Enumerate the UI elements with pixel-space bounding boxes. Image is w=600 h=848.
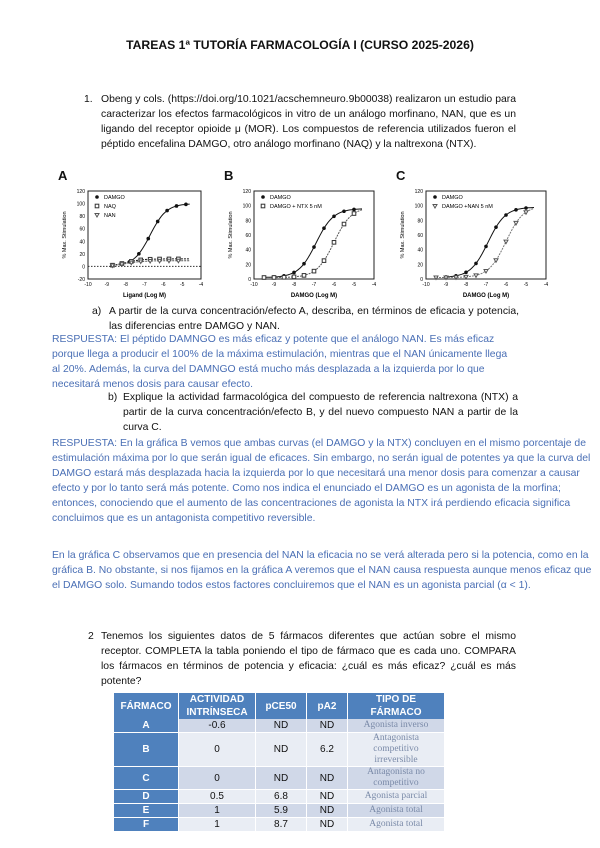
y-tick-label: 60 [417, 233, 423, 239]
x-tick-label: -10 [250, 282, 258, 288]
y-tick-label: 100 [242, 203, 251, 210]
y-tick-label: 0 [248, 277, 251, 283]
table-header-row [114, 693, 445, 719]
data-point [158, 259, 162, 263]
figure-label: C [396, 168, 406, 183]
y-axis-label: % Max. Stimulation [400, 211, 406, 259]
intrinsic-activity-cell: 0 [179, 733, 256, 767]
data-point [464, 275, 468, 279]
intrinsic-activity-cell: 1 [179, 818, 256, 832]
x-axis-label: Ligand (Log M) [123, 293, 166, 299]
x-tick-label: -9 [271, 282, 277, 288]
drug-cell: C [114, 767, 179, 790]
data-point [312, 245, 316, 249]
x-tick-label: -8 [291, 282, 297, 288]
x-tick-label: -4 [198, 282, 204, 288]
pce50-cell: 8.7 [256, 818, 307, 832]
data-point [332, 215, 336, 219]
data-point [494, 225, 498, 229]
x-tick-label: -10 [84, 282, 92, 288]
fit-curve [446, 208, 534, 278]
y-axis-label: % Max. Stimulation [62, 211, 68, 259]
drug-cell: A [114, 719, 179, 733]
col-pa2: pA2 [307, 693, 348, 719]
data-point [302, 274, 306, 278]
y-tick-label: 0 [82, 264, 85, 271]
data-point [137, 252, 141, 256]
x-tick-label: -8 [123, 282, 128, 288]
data-point [282, 276, 286, 280]
figure-a [58, 168, 206, 301]
x-axis-label: DAMGO (Log M) [290, 293, 338, 299]
dose-response-plot [58, 183, 206, 301]
data-point [292, 275, 296, 279]
y-tick-label: 120 [414, 189, 423, 195]
legend-entry: DAMGO [442, 195, 463, 201]
data-point [524, 206, 528, 210]
drug-type-cell: Antagonista no competitivo [348, 767, 445, 790]
question-2-text: Tenemos los siguientes datos de 5 fármacos diferentes que actúan sobre el mismo receptor. COMPLETA la tabla poniendo el tipo de fármaco que es cada uno. COMPARA los fármacos en términos de potencia y eficacia: ¿cuál es más eficaz? ¿cuál es más potente? [101, 631, 516, 687]
y-tick-label: 60 [79, 226, 85, 233]
x-tick-label: -5 [523, 282, 529, 288]
x-tick-label: -5 [351, 282, 357, 288]
figure-c [396, 168, 551, 301]
figure-label: A [58, 168, 68, 183]
legend-marker [95, 214, 99, 218]
data-point [184, 203, 188, 207]
dose-response-plot [224, 183, 379, 301]
drug-type-cell: Agonista parcial [348, 790, 445, 804]
y-tick-label: 80 [245, 218, 251, 225]
pa2-cell: ND [307, 790, 348, 804]
table-row [114, 719, 445, 733]
data-point [504, 213, 508, 217]
legend-entry: DAMGO + NTX 5 nM [270, 204, 322, 210]
data-point [484, 270, 488, 274]
col-pce50: pCE50 [256, 693, 307, 719]
drug-cell: E [114, 804, 179, 818]
intrinsic-activity-cell: 1 [179, 804, 256, 818]
data-point [146, 237, 150, 241]
y-tick-label: 100 [76, 201, 85, 208]
pce50-cell: 6.8 [256, 790, 307, 804]
drug-cell: B [114, 733, 179, 767]
x-tick-label: -5 [179, 282, 185, 288]
y-tick-label: 20 [79, 251, 85, 258]
x-tick-label: -9 [443, 282, 449, 288]
data-point [262, 276, 266, 280]
y-axis-label: % Max. Stimulation [228, 211, 234, 259]
data-point [474, 262, 478, 266]
question-1-number: 1. [84, 94, 93, 105]
intrinsic-activity-cell: 0 [179, 767, 256, 790]
pa2-cell: ND [307, 818, 348, 832]
drug-type-cell: Agonista total [348, 804, 445, 818]
dose-response-plot [396, 183, 551, 301]
table-row [114, 790, 445, 804]
y-tick-label: 120 [76, 189, 85, 195]
data-point [474, 274, 478, 278]
answer-a: RESPUESTA: El péptido DAMNGO es más eficaz y potente que el análogo NAN. Es más eficaz porque llega a producir el 100% de la máxima estimulación, mientras que el NAN únicamente llega al 20%. Además, la curva del DAMNGO está mucho más desplazada a la izquierda por lo que necesitará menos dosis para causar efecto. [52, 334, 508, 390]
table-row [114, 733, 445, 767]
answer-b-part-1: RESPUESTA: En la gráfica B vemos que ambas curvas (el DAMGO y la NTX) concluyen en el mismo porcentaje de estimulación máxima por lo que serán igual de eficaces. Sin embargo, no serán igual de potentes ya que la curva del DAMGO estará más desplazada hacia la izquierda por lo que necesitará una menor dosis para comenzar a causar efecto y por lo tanto será más potente. Como nos indica el enunciado el DAMGO es un agonista de la morfina; entonces, conociendo que el aumento de las concentraciones de agonista la NTX irá perdiendo eficacia significa concluimos que es un antagonista competitivo reversible. [52, 438, 591, 524]
data-point [342, 209, 346, 213]
table-row [114, 804, 445, 818]
legend-marker [95, 204, 99, 208]
x-tick-label: -6 [331, 282, 337, 288]
data-point [504, 240, 508, 244]
y-tick-label: 80 [417, 218, 423, 225]
figure-b [224, 168, 379, 301]
pce50-cell: ND [256, 767, 307, 790]
answer-b-part-2: En la gráfica C observamos que en presencia del NAN la eficacia no se verá alterada pero si la potencia, como en la gráfica B. No obstante, si nos fijamos en la gráfica A veremos que el NAN causa respuesta aunque menos eficaz que el DAMGO solo. Sumando todos estos factores concluiremos que el NAN es un agonista parcial (α < 1). [52, 550, 592, 591]
legend-entry: NAQ [104, 204, 116, 210]
x-tick-label: -6 [503, 282, 509, 288]
fit-curve [264, 210, 362, 278]
legend-marker [261, 195, 265, 199]
drug-type-cell: Agonista total [348, 818, 445, 832]
data-point [302, 262, 306, 266]
data-point [312, 269, 316, 273]
data-point [342, 222, 346, 226]
x-tick-label: -4 [543, 282, 549, 288]
x-axis-label: DAMGO (Log M) [462, 293, 510, 299]
data-point [156, 220, 160, 224]
figure-label: B [224, 168, 234, 183]
question-b-text: Explique la actividad farmacológica del compuesto de referencia naltrexona (NTX) a partir de la curva concentración/efecto B, y del nuevo compuesto NAN a partir de la curva C. [123, 392, 518, 433]
legend-marker [261, 204, 265, 208]
data-point [464, 271, 468, 275]
table-row [114, 767, 445, 790]
legend-entry: NAN [104, 213, 116, 219]
data-point [514, 208, 518, 212]
intrinsic-activity-cell: 0.5 [179, 790, 256, 804]
col-tipo: TIPO DE FÁRMACO [348, 693, 445, 719]
question-b-label: b) [108, 392, 118, 403]
question-a-text: A partir de la curva concentración/efecto A, describa, en términos de eficacia y potencia, las diferencias entre DAMGO y NAN. [109, 306, 519, 332]
legend-marker [95, 195, 99, 199]
legend-marker [433, 205, 437, 209]
pce50-cell: ND [256, 733, 307, 767]
y-tick-label: 80 [79, 214, 85, 221]
intrinsic-activity-cell: -0.6 [179, 719, 256, 733]
col-actividad: ACTIVIDAD INTRÍNSECA [179, 693, 256, 719]
pce50-cell: 5.9 [256, 804, 307, 818]
data-point [352, 212, 356, 216]
x-tick-label: -4 [371, 282, 377, 288]
data-point [165, 209, 169, 213]
data-point [332, 241, 336, 245]
x-tick-label: -6 [161, 282, 166, 288]
pa2-cell: ND [307, 767, 348, 790]
table-row [114, 818, 445, 832]
question-a-label: a) [92, 306, 102, 317]
fit-curve [264, 209, 362, 278]
y-tick-label: 100 [414, 203, 423, 210]
y-tick-label: 40 [245, 247, 251, 254]
data-point [139, 260, 143, 264]
drug-cell: F [114, 818, 179, 832]
legend-entry: DAMGO [104, 195, 125, 201]
fit-curve [436, 208, 534, 277]
data-point [148, 260, 152, 264]
x-tick-label: -9 [104, 282, 110, 288]
data-point [167, 259, 171, 263]
y-tick-label: 40 [417, 247, 423, 254]
page-title: TAREAS 1ª TUTORÍA FARMACOLOGÍA I (CURSO 2025-2026) [126, 38, 474, 52]
x-tick-label: -10 [422, 282, 430, 288]
question-1-text: Obeng y cols. (https://doi.org/10.1021/acschemneuro.9b00038) realizaron un estudio para caracterizar los efectos farmacológicos in vitro de un análogo morfinano, NAN, que es un ligando del receptor opioide μ (MOR). Los compuestos de referencia utilizados fueron el péptido encefalina DAMGO, otro análogo morfinano (NAQ) y la naltrexona (NTX). [101, 94, 516, 150]
pce50-cell: ND [256, 719, 307, 733]
x-tick-label: -7 [142, 282, 147, 288]
pa2-cell: 6.2 [307, 733, 348, 767]
data-point [129, 261, 133, 265]
data-point [322, 259, 326, 263]
x-tick-label: -7 [483, 282, 489, 288]
drug-cell: D [114, 790, 179, 804]
x-tick-label: -8 [463, 282, 469, 288]
y-tick-label: 20 [245, 262, 251, 269]
drug-table [114, 693, 445, 832]
data-point [352, 208, 356, 212]
y-tick-label: 120 [242, 189, 251, 195]
legend-marker [433, 195, 437, 199]
data-point [176, 259, 180, 263]
x-tick-label: -7 [311, 282, 317, 288]
data-point [484, 245, 488, 249]
y-tick-label: 60 [245, 233, 251, 239]
data-point [175, 204, 179, 208]
y-tick-label: -20 [77, 277, 85, 283]
legend-entry: DAMGO +NAN 5 nM [442, 204, 493, 210]
drug-type-cell: Antagonista competitivo irreversible [348, 733, 445, 767]
data-point [322, 226, 326, 230]
y-tick-label: 0 [420, 277, 423, 283]
y-tick-label: 40 [79, 239, 85, 246]
data-point [292, 271, 296, 275]
drug-type-cell: Agonista inverso [348, 719, 445, 733]
data-point [272, 276, 276, 280]
pa2-cell: ND [307, 719, 348, 733]
col-farmaco: FÁRMACO [114, 693, 179, 719]
pa2-cell: ND [307, 804, 348, 818]
y-tick-label: 20 [417, 262, 423, 269]
question-2-number: 2 [88, 631, 94, 642]
legend-entry: DAMGO [270, 195, 291, 201]
